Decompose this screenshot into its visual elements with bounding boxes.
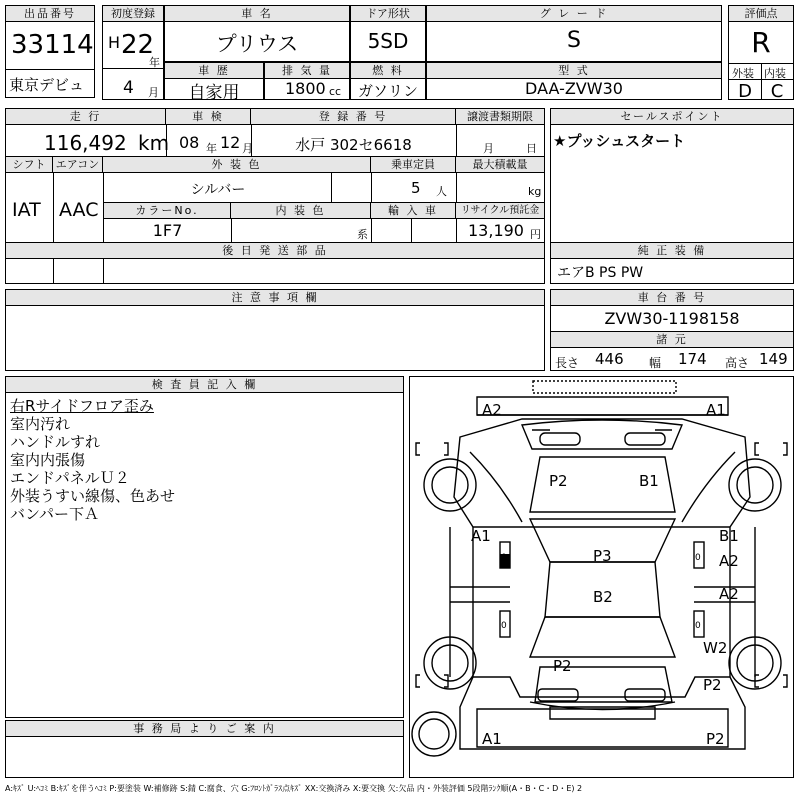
history-value: 自家用 xyxy=(188,83,240,103)
door-header: ドア形状 xyxy=(351,6,425,22)
diag-a2-front: A2 xyxy=(482,401,502,419)
width-label: 幅 xyxy=(649,356,662,370)
reg-number-header: 登 録 番 号 xyxy=(251,109,456,125)
max-load-header: 最大積載量 xyxy=(456,157,544,173)
ext-color-value: シルバー xyxy=(190,182,246,198)
diag-w2-right: W2 xyxy=(703,639,728,657)
first-reg-year-unit: 年 xyxy=(149,56,160,69)
diag-p2-rear: P2 xyxy=(706,730,725,748)
recycle-unit: 円 xyxy=(530,228,541,241)
chassis-value: ZVW30-1198158 xyxy=(604,309,740,328)
specs-header: 諸 元 xyxy=(551,332,793,348)
inspector-line-6: 外装うすい線傷、色あせ xyxy=(10,487,176,505)
import-header: 輸 入 車 xyxy=(371,203,456,219)
history-header: 車 歴 xyxy=(165,63,263,79)
ext-color-header: 外 装 色 xyxy=(103,157,371,173)
displacement-box xyxy=(264,62,350,100)
mileage-unit: km xyxy=(138,131,170,155)
transfer-day-unit: 日 xyxy=(526,142,537,155)
height-value: 149 xyxy=(759,350,788,368)
diag-b1-hood: B1 xyxy=(639,472,659,490)
transfer-header: 譲渡書類期限 xyxy=(456,109,544,125)
first-reg-header: 初度登録 xyxy=(103,6,163,22)
shift-header: シフト xyxy=(6,157,53,173)
reg-number-value: 水戸 302セ6618 xyxy=(295,136,412,154)
car-name-box xyxy=(164,5,350,62)
displacement-unit: cc xyxy=(329,85,342,98)
mileage-value: 116,492 xyxy=(44,131,127,155)
inspection-month: 12 xyxy=(220,133,241,152)
aircon-header: エアコン xyxy=(53,157,103,173)
displacement-value: 1800 xyxy=(285,79,326,98)
diag-zero-left-2: 0 xyxy=(501,621,507,631)
grade-header: グ レ ー ド xyxy=(427,6,721,22)
int-score: C xyxy=(770,81,784,102)
inspector-line-3: ハンドルすれ xyxy=(10,433,101,451)
inspection-header: 車 検 xyxy=(166,109,251,125)
max-load-unit: kg xyxy=(528,185,542,198)
legend: A:ｷｽﾞ U:ﾍｺﾐ B:ｷｽﾞを伴うﾍｺﾐ P:要塗装 W:補修跡 S:錆 C:腐食、穴 G:ﾌﾛﾝﾄｶﾞﾗｽ点ｷｽﾞ XX:交換済み X:要交換 欠:欠品 内・外装評価 5段階ﾗﾝｸ順(A・B・C・D・E) 2 xyxy=(5,784,583,793)
length-value: 446 xyxy=(595,350,624,368)
inspector-line-7: バンパー下Ａ xyxy=(10,505,99,523)
diag-b1-right: B1 xyxy=(719,527,739,545)
inspector-line-2: 室内汚れ xyxy=(10,415,71,433)
capacity-unit: 人 xyxy=(436,185,447,198)
inspector-line-1: 右Rサイドフロア歪み xyxy=(10,397,154,415)
genuine-equipment-header: 純 正 装 備 xyxy=(551,243,793,259)
int-color-header: 内 装 色 xyxy=(231,203,371,219)
history-box xyxy=(164,62,264,103)
office-header: 事 務 局 よ り ご 案 内 xyxy=(6,721,403,737)
score-value: R xyxy=(751,26,771,59)
width-value: 174 xyxy=(678,350,707,368)
diag-a1-left: A1 xyxy=(471,527,491,545)
diag-b2-roof: B2 xyxy=(593,588,613,606)
fuel-box xyxy=(350,62,426,100)
ext-score: D xyxy=(738,81,752,102)
grade-value: S xyxy=(567,28,581,53)
first-reg-year: 22 xyxy=(121,30,155,60)
chassis-box xyxy=(550,289,794,371)
lot-number: 33114 xyxy=(11,30,94,60)
first-reg-month: 4 xyxy=(123,78,134,98)
inspection-year: 08 xyxy=(179,133,200,152)
fuel-value: ガソリン xyxy=(357,82,418,100)
notes-header: 注 意 事 項 欄 xyxy=(6,290,544,306)
diag-p2-right: P2 xyxy=(703,676,722,694)
fuel-header: 燃 料 xyxy=(351,63,425,79)
diag-a2-right-1: A2 xyxy=(719,552,739,570)
length-label: 長さ xyxy=(555,356,580,370)
capacity-value: 5 xyxy=(411,179,421,197)
diag-a1-rear: A1 xyxy=(482,730,502,748)
model-box xyxy=(426,62,722,100)
score-box xyxy=(728,5,794,100)
aircon-value: AAC xyxy=(59,199,99,221)
color-no-header: カラーNo. xyxy=(104,203,231,219)
recycle-value: 13,190 xyxy=(468,221,524,240)
height-label: 高さ xyxy=(725,356,750,370)
inspector-box xyxy=(5,376,404,718)
inspection-year-unit: 年 xyxy=(206,142,217,155)
car-name-header: 車 名 xyxy=(165,6,349,22)
diag-p2-hood: P2 xyxy=(549,472,568,490)
diag-a1-front: A1 xyxy=(706,401,726,419)
recycle-header: リサイクル預託金 xyxy=(456,203,544,219)
genuine-equipment-box xyxy=(550,242,794,284)
mileage-header: 走 行 xyxy=(6,109,166,125)
diag-p2-trunk: P2 xyxy=(553,657,572,675)
int-score-header: 内装 xyxy=(764,67,786,80)
office-box xyxy=(5,720,404,778)
sales-point-box xyxy=(550,108,794,244)
first-reg-box xyxy=(102,5,164,100)
lot-box xyxy=(5,5,95,98)
diag-zero-left-1: 0 xyxy=(501,553,507,563)
diag-a2-right-2: A2 xyxy=(719,585,739,603)
car-outline-drawing xyxy=(410,377,793,777)
vehicle-info-block xyxy=(5,108,545,284)
transfer-month-unit: 月 xyxy=(483,142,494,155)
debut-label: 東京デビュ xyxy=(9,76,85,94)
sales-point-header: セールスポイント xyxy=(551,109,793,125)
first-reg-era: H xyxy=(108,33,121,52)
capacity-header: 乗車定員 xyxy=(371,157,456,173)
diag-zero-right-2: 0 xyxy=(695,621,701,631)
model-header: 型 式 xyxy=(427,63,721,79)
grade-box xyxy=(426,5,722,62)
chassis-header: 車 台 番 号 xyxy=(551,290,793,306)
inspector-line-4: 室内内張傷 xyxy=(10,451,86,469)
displacement-header: 排 気 量 xyxy=(265,63,349,79)
inspector-header: 検 査 員 記 入 欄 xyxy=(6,377,403,393)
later-parts-header: 後 日 発 送 部 品 xyxy=(6,243,544,259)
inspection-month-unit: 月 xyxy=(242,142,253,155)
ext-score-header: 外装 xyxy=(732,67,754,80)
diag-p3-roof: P3 xyxy=(593,547,612,565)
first-reg-month-unit: 月 xyxy=(148,86,159,99)
genuine-equipment-value: エアB PS PW xyxy=(557,265,644,281)
diag-zero-right-1: 0 xyxy=(695,553,701,563)
inspector-line-5: エンドパネルＵ２ xyxy=(10,469,130,487)
door-box xyxy=(350,5,426,62)
sales-point-value: ★プッシュスタート xyxy=(553,132,686,150)
int-color-suffix: 系 xyxy=(357,228,368,241)
model-value: DAA-ZVW30 xyxy=(525,79,623,98)
lot-header: 出品番号 xyxy=(6,6,94,22)
door-value: 5SD xyxy=(367,29,409,53)
shift-value: IAT xyxy=(12,199,41,221)
score-header: 評価点 xyxy=(729,6,793,22)
color-no-value: 1F7 xyxy=(152,221,183,240)
notes-box xyxy=(5,289,545,371)
car-diagram xyxy=(409,376,794,778)
car-name: プリウス xyxy=(215,32,299,56)
